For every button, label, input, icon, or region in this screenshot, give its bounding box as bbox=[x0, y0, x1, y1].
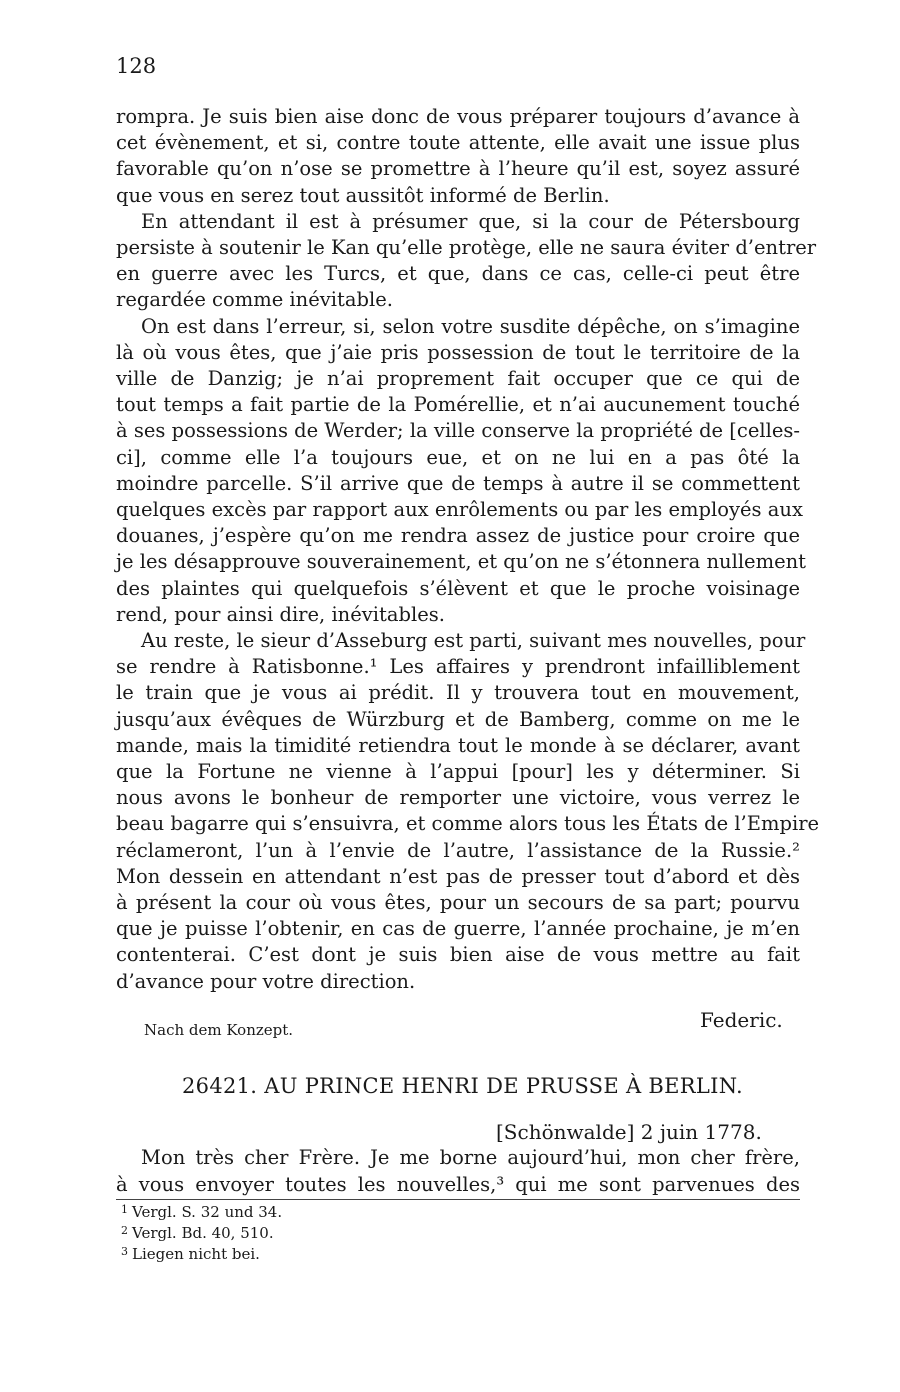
paragraph-3-line: ci], comme elle l’a toujours eue, et on ne lui en a pas ôté la bbox=[116, 445, 800, 469]
paragraph-3-line: On est dans l’erreur, si, selon votre susdite dépêche, on s’imagine bbox=[141, 314, 800, 338]
footnote-text: Vergl. Bd. 40, 510. bbox=[132, 1224, 274, 1242]
paragraph-3-line: quelques excès par rapport aux enrôlements ou par les employés aux bbox=[116, 498, 803, 521]
paragraph-4-line: beau bagarre qui s’ensuivra, et comme alors tous les États de l’Empire bbox=[116, 812, 820, 836]
paragraph-4-line: se rendre à Ratisbonne.¹ Les affaires y prendront infailliblement bbox=[116, 655, 800, 679]
paragraph-3-line: ville de Danzig; je n’ai proprement fait occuper que ce qui de bbox=[116, 367, 800, 390]
paragraph-3-line: moindre parcelle. S’il arrive que de temps à autre il se commettent bbox=[116, 471, 800, 495]
paragraph-4-line: nous avons le bonheur de remporter une victoire, vous verrez le bbox=[116, 786, 800, 810]
letter-line: à vous envoyer toutes les nouvelles,³ qui me sont parvenues des bbox=[116, 1173, 800, 1196]
footnote-text: Liegen nicht bei. bbox=[132, 1245, 260, 1263]
paragraph-4-line: Au reste, le sieur d’Asseburg est parti, suivant mes nouvelles, pour bbox=[141, 629, 806, 652]
paragraph-1-line: cet évènement, et si, contre toute attente, elle avait une issue plus bbox=[116, 131, 800, 155]
paragraph-3-line: rend, pour ainsi dire, inévitables. bbox=[116, 602, 445, 626]
footnote bbox=[121, 1221, 274, 1243]
paragraph-1-line: favorable qu’on n’ose se promettre à l’heure qu’il est, soyez assuré bbox=[116, 157, 800, 181]
paragraph-4-line: jusqu’aux évêques de Würzburg et de Bamberg, comme on me le bbox=[116, 707, 800, 731]
source-note: Nach dem Konzept. bbox=[144, 1021, 294, 1039]
paragraph-4-line: que je puisse l’obtenir, en cas de guerre, l’année prochaine, je m’en bbox=[116, 917, 800, 941]
footnote bbox=[121, 1242, 260, 1264]
paragraph-3-line: à ses possessions de Werder; la ville conserve la propriété de [celles- bbox=[116, 419, 800, 443]
paragraph-4-line: réclameront, l’un à l’envie de l’autre, l’assistance de la Russie.² bbox=[116, 838, 800, 862]
signature: Federic. bbox=[700, 1008, 783, 1032]
paragraph-1-line: rompra. Je suis bien aise donc de vous préparer toujours d’avance à bbox=[116, 105, 800, 128]
footnote-mark: 3 bbox=[121, 1245, 128, 1258]
paragraph-3-line: des plaintes qui quelquefois s’élèvent et que le proche voisinage bbox=[116, 576, 800, 600]
paragraph-4-line: que la Fortune ne vienne à l’appui [pour] les y déterminer. Si bbox=[116, 760, 800, 783]
letter-line: Mon très cher Frère. Je me borne aujourd’hui, mon cher frère, bbox=[141, 1146, 800, 1169]
paragraph-3-line: tout temps a fait partie de la Pomérellie, et n’ai aucunement touché bbox=[116, 393, 800, 417]
footnote-text: Vergl. S. 32 und 34. bbox=[132, 1203, 283, 1221]
letter-heading: 26421. AU PRINCE HENRI DE PRUSSE À BERLIN. bbox=[182, 1074, 744, 1098]
paragraph-3-line: douanes, j’espère qu’on me rendra assez de justice pour croire que bbox=[116, 524, 800, 548]
footnote-mark: 2 bbox=[121, 1224, 128, 1237]
dateline: [Schönwalde] 2 juin 1778. bbox=[496, 1120, 762, 1144]
page-number: 128 bbox=[116, 54, 157, 78]
paragraph-4-line: Mon dessein en attendant n’est pas de presser tout d’abord et dès bbox=[116, 864, 800, 888]
footnote-mark: 1 bbox=[121, 1203, 128, 1216]
paragraph-2-line: regardée comme inévitable. bbox=[116, 288, 393, 312]
paragraph-2-line: En attendant il est à présumer que, si la cour de Pétersbourg bbox=[141, 209, 800, 233]
paragraph-3-line: je les désapprouve souverainement, et qu’on ne s’étonnera nullement bbox=[116, 550, 807, 574]
paragraph-3-line: là où vous êtes, que j’aie pris possession de tout le territoire de la bbox=[116, 340, 800, 364]
footnote bbox=[121, 1200, 282, 1222]
paragraph-4-line: d’avance pour votre direction. bbox=[116, 969, 416, 993]
paragraph-4-line: mande, mais la timidité retiendra tout le monde à se déclarer, avant bbox=[116, 733, 800, 757]
paragraph-4-line: contenterai. C’est dont je suis bien aise de vous mettre au fait bbox=[116, 943, 800, 967]
paragraph-4-line: le train que je vous ai prédit. Il y trouvera tout en mouvement, bbox=[116, 681, 800, 705]
paragraph-2-line: persiste à soutenir le Kan qu’elle protège, elle ne saura éviter d’entrer bbox=[116, 236, 817, 259]
paragraph-4-line: à présent la cour où vous êtes, pour un secours de sa part; pourvu bbox=[116, 891, 800, 914]
paragraph-2-line: en guerre avec les Turcs, et que, dans ce cas, celle-ci peut être bbox=[116, 262, 800, 286]
paragraph-1-line: que vous en serez tout aussitôt informé de Berlin. bbox=[116, 183, 610, 207]
